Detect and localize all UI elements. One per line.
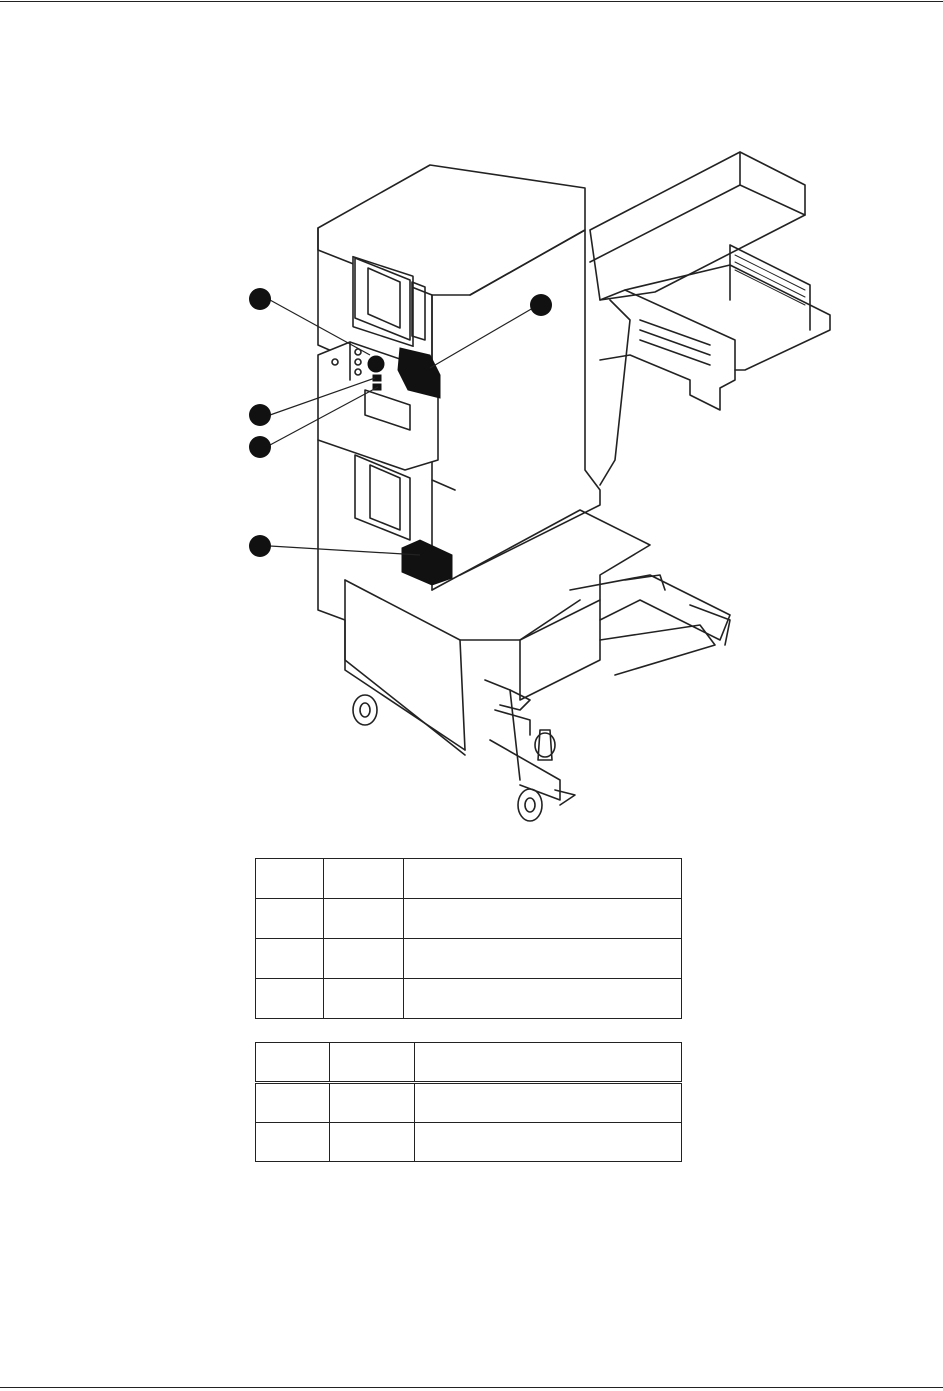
table-cell bbox=[404, 939, 682, 979]
table-header-row bbox=[256, 859, 682, 899]
callout-marker-3 bbox=[249, 404, 271, 426]
table-header-cell bbox=[324, 859, 404, 899]
table-header-cell bbox=[330, 1043, 415, 1083]
page-bottom-rule bbox=[0, 1387, 943, 1388]
table-row bbox=[256, 939, 682, 979]
callout-marker-5 bbox=[249, 535, 271, 557]
lower-connector-block bbox=[402, 540, 452, 585]
leader-line-5 bbox=[270, 546, 420, 555]
table-cell bbox=[330, 1083, 415, 1123]
table-cell bbox=[330, 1123, 415, 1162]
table-cell bbox=[404, 979, 682, 1019]
table-cell bbox=[256, 979, 324, 1019]
table-cell bbox=[256, 899, 324, 939]
callout-marker-1 bbox=[249, 288, 271, 310]
table-cell bbox=[256, 1123, 330, 1162]
callout-marker-2 bbox=[530, 294, 552, 316]
table-row bbox=[256, 1123, 682, 1162]
table-header-row bbox=[256, 1043, 682, 1083]
callout-marker-4 bbox=[249, 436, 271, 458]
table-header-cell bbox=[256, 1043, 330, 1083]
table-cell bbox=[256, 939, 324, 979]
table-header-cell bbox=[404, 859, 682, 899]
table-row bbox=[256, 1083, 682, 1123]
table-header-cell bbox=[256, 859, 324, 899]
table-cell bbox=[415, 1083, 682, 1123]
feed-conveyor bbox=[590, 152, 830, 485]
parts-table-1 bbox=[255, 858, 682, 1019]
lower-module bbox=[318, 440, 650, 755]
table-cell bbox=[324, 899, 404, 939]
table-header-cell bbox=[415, 1043, 682, 1083]
base-frame bbox=[485, 575, 730, 800]
panel-knob bbox=[368, 356, 384, 372]
table-cell bbox=[324, 979, 404, 1019]
table-row bbox=[256, 979, 682, 1019]
table-cell bbox=[324, 939, 404, 979]
table-cell bbox=[404, 899, 682, 939]
leader-line-2 bbox=[430, 308, 533, 368]
parts-table-2 bbox=[255, 1042, 682, 1162]
table-cell bbox=[256, 1083, 330, 1123]
table-row bbox=[256, 899, 682, 939]
table-cell bbox=[415, 1123, 682, 1162]
